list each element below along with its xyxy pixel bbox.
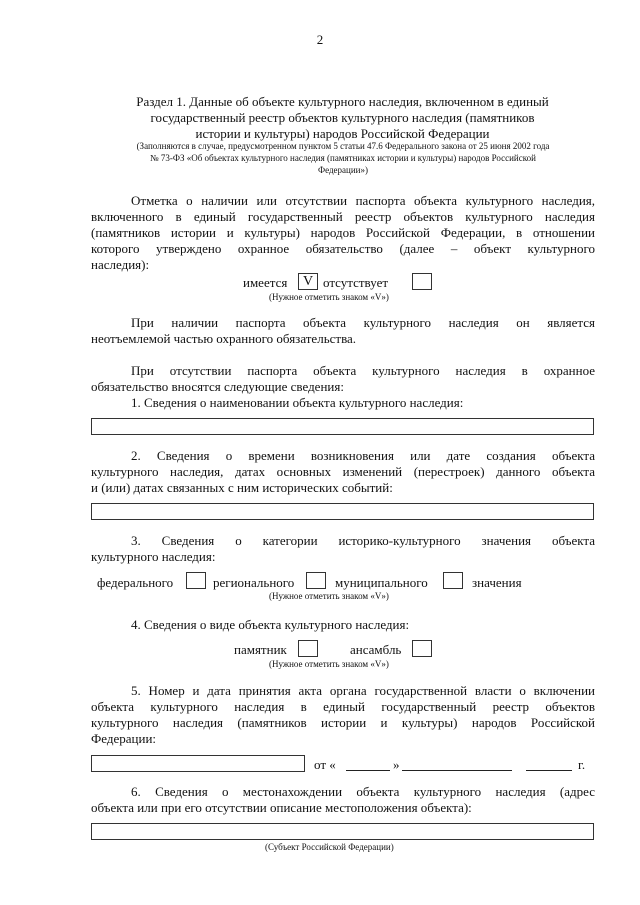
act-number-field[interactable] bbox=[91, 755, 305, 772]
paragraph-line: которого утверждено охранное обязательство (далее – объект культурного bbox=[91, 241, 595, 256]
passport-absent-label: отсутствует bbox=[323, 275, 389, 290]
act-date-quote-close: » bbox=[393, 757, 400, 772]
section-note bbox=[88, 140, 598, 176]
act-day-field[interactable] bbox=[346, 770, 390, 771]
section-note-line: Федерации») bbox=[317, 165, 368, 175]
passport-absent-checkbox[interactable] bbox=[412, 273, 432, 290]
federal-subject-field[interactable] bbox=[91, 823, 594, 840]
passport-present-checkbox[interactable]: V bbox=[298, 273, 318, 290]
federal-subject-caption: (Субъект Российской Федерации) bbox=[265, 842, 394, 852]
type-hint: (Нужное отметить знаком «V») bbox=[269, 659, 389, 669]
passport-paragraph bbox=[91, 193, 595, 273]
category-regional-checkbox[interactable] bbox=[306, 572, 326, 589]
item6-paragraph bbox=[91, 784, 595, 816]
category-municipal-checkbox[interactable] bbox=[443, 572, 463, 589]
absence-note-paragraph bbox=[91, 363, 595, 395]
paragraph-line: культурного наследия: bbox=[91, 549, 216, 564]
type-ensemble-checkbox[interactable] bbox=[412, 640, 432, 657]
paragraph-line: При наличии паспорта объекта культурного наследия он является bbox=[131, 315, 595, 330]
item2-paragraph bbox=[91, 448, 595, 496]
item3-paragraph bbox=[91, 533, 595, 565]
paragraph-line: 3. Сведения о категории историко-культурного значения объекта bbox=[131, 533, 595, 548]
object-dates-field[interactable] bbox=[91, 503, 594, 520]
paragraph-line: наследия): bbox=[91, 257, 150, 272]
paragraph-line: и (или) датах связанных с ним исторических событий: bbox=[91, 480, 393, 495]
presence-note-paragraph bbox=[91, 315, 595, 347]
paragraph-line: культурного наследия, датах основных изменений (перестроек) данного объекта bbox=[91, 464, 595, 479]
category-suffix: значения bbox=[472, 575, 522, 590]
section-title-line: истории и культуры) народов Российской Федерации bbox=[195, 126, 490, 141]
passport-hint: (Нужное отметить знаком «V») bbox=[269, 292, 389, 302]
section-title-line: государственный реестр объектов культурного наследия (памятников bbox=[150, 110, 535, 125]
type-monument-label: памятник bbox=[234, 642, 287, 657]
paragraph-line: включенного в единый государственный реестр объектов культурного наследия bbox=[91, 209, 595, 224]
paragraph-line: При отсутствии паспорта объекта культурного наследия в охранное bbox=[131, 363, 595, 378]
paragraph-line: объекта культурного наследия в единый государственный реестр объектов bbox=[91, 699, 595, 714]
act-date-from-label: от « bbox=[314, 757, 336, 772]
type-monument-checkbox[interactable] bbox=[298, 640, 318, 657]
paragraph-line: объекта или при его отсутствии описание местоположения объекта): bbox=[91, 800, 472, 815]
section-note-line: № 73-ФЗ «Об объектах культурного наследия (памятниках истории и культуры) народов Российской bbox=[150, 153, 536, 163]
section-title-line: Раздел 1. Данные об объекте культурного наследия, включенном в единый bbox=[136, 94, 549, 109]
section-note-line: (Заполняются в случае, предусмотренном пунктом 5 статьи 47.6 Федерального закона от 25 июня 2002 года bbox=[136, 141, 550, 151]
paragraph-line: 5. Номер и дата принятия акта органа государственной власти о включении bbox=[131, 683, 595, 698]
paragraph-line: культурного наследия (памятников истории и культуры) народов Российской bbox=[91, 715, 595, 730]
paragraph-line: Федерации: bbox=[91, 731, 157, 746]
paragraph-line: (памятников истории и культуры) народов Российской Федерации, в отношении bbox=[91, 225, 595, 240]
paragraph-line: 2. Сведения о времени возникновения или дате создания объекта bbox=[131, 448, 595, 463]
paragraph-line: неотъемлемой частью охранного обязательства. bbox=[91, 331, 357, 346]
type-ensemble-label: ансамбль bbox=[350, 642, 402, 657]
object-name-field[interactable] bbox=[91, 418, 594, 435]
section-title bbox=[90, 94, 595, 142]
act-month-field[interactable] bbox=[402, 770, 512, 771]
item5-paragraph bbox=[91, 683, 595, 747]
act-year-field[interactable] bbox=[526, 770, 572, 771]
category-federal-label: федерального bbox=[97, 575, 174, 590]
category-municipal-label: муниципального bbox=[335, 575, 428, 590]
passport-present-label: имеется bbox=[243, 275, 288, 290]
category-hint: (Нужное отметить знаком «V») bbox=[269, 591, 389, 601]
category-regional-label: регионального bbox=[213, 575, 295, 590]
item4-label: 4. Сведения о виде объекта культурного наследия: bbox=[131, 617, 410, 632]
paragraph-line: Отметка о наличии или отсутствии паспорта объекта культурного наследия, bbox=[131, 193, 595, 208]
paragraph-line: обязательство вносятся следующие сведения: bbox=[91, 379, 344, 394]
paragraph-line: 6. Сведения о местонахождении объекта культурного наследия (адрес bbox=[131, 784, 595, 799]
item1-label: 1. Сведения о наименовании объекта культурного наследия: bbox=[131, 395, 464, 410]
act-year-suffix: г. bbox=[578, 757, 586, 772]
page-number: 2 bbox=[316, 32, 324, 47]
category-federal-checkbox[interactable] bbox=[186, 572, 206, 589]
